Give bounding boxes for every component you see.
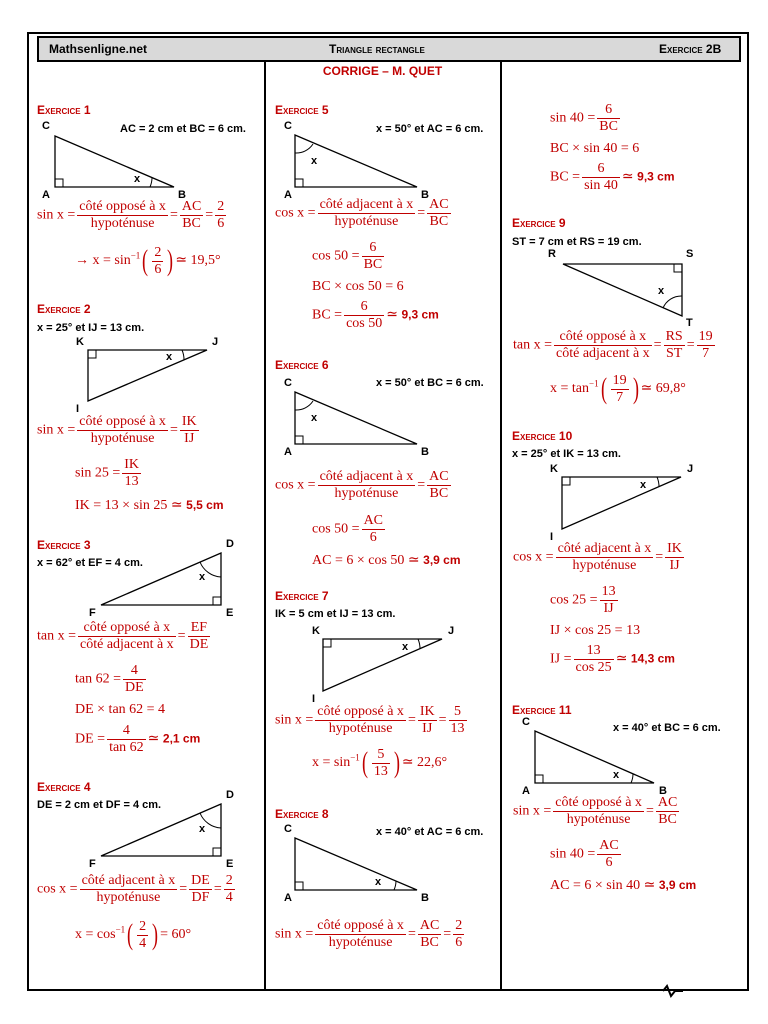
ex1-formula-1: sin x = côté opposé à x hypoténuse = $\frac{AC}{BC}$ = $\frac{2}{6}$: [37, 199, 225, 231]
ex8-formula-2: sin 40 = $\frac{6}{BC}$: [550, 102, 618, 134]
ex7-formula-2: $x = \sin^{-1}$( $\frac{5}{13}$ ) ≃ 22,6°: [312, 746, 448, 779]
vertex-e: E: [226, 858, 234, 870]
ex11-formula-3: AC = 6 × sin 40 ≃ 3,9 cm: [550, 878, 697, 893]
vertex-j: J: [687, 463, 694, 475]
exercise-9-given: ST = 7 cm et RS = 19 cm.: [512, 236, 642, 248]
vertex-f: F: [89, 607, 96, 619]
exercise-7-given: IK = 5 cm et IJ = 13 cm.: [275, 608, 396, 620]
vertex-k: K: [76, 336, 84, 348]
exercise-10-title: Exercice 10: [512, 429, 573, 443]
corrige-title: CORRIGE – M. QUET: [322, 64, 443, 78]
ex7-formula-1: sin x = côté opposé à x hypoténuse = $\frac{IK}{IJ}$ = $\frac{5}{13}$: [275, 704, 465, 736]
vertex-d: D: [226, 789, 234, 801]
exercise-3-given: x = 62° et EF = 4 cm.: [37, 557, 143, 569]
vertex-c: C: [42, 120, 50, 132]
ex5-formula-1: cos x = côté adjacent à x hypoténuse = $\frac{AC}{BC}$: [275, 197, 449, 229]
ex2-formula-3: IK = 13 × sin 25 ≃ 5,5 cm: [75, 498, 224, 513]
vertex-a: A: [42, 189, 50, 201]
exercise-10-given: x = 25° et IK = 13 cm.: [512, 448, 621, 460]
exercise-4-given: DE = 2 cm et DF = 4 cm.: [37, 799, 162, 811]
angle-x: x: [166, 351, 173, 363]
ex8-formula-1: sin x = côté opposé à x hypoténuse = $\frac{AC}{BC}$ = $\frac{2}{6}$: [275, 918, 463, 950]
ex3-formula-1: tan x = côté opposé à x côté adjacent à x = $\frac{EF}{DE}$: [37, 620, 209, 652]
exercise-1-given: AC = 2 cm et BC = 6 cm.: [120, 123, 246, 135]
exercise-code: Exercice 2B: [659, 42, 722, 56]
vertex-a: A: [284, 189, 292, 201]
vertex-k: K: [312, 625, 320, 637]
exercise-1-title: Exercice 1: [37, 103, 91, 117]
angle-x: x: [311, 155, 318, 167]
ex6-formula-3: AC = 6 × cos 50 ≃ 3,9 cm: [312, 553, 461, 568]
sheet-title: Triangle rectangle: [329, 42, 425, 56]
ex5-formula-2: cos 50 = $\frac{6}{BC}$: [312, 240, 383, 272]
vertex-k: K: [550, 463, 558, 475]
exercise-8-given: x = 40° et AC = 6 cm.: [376, 826, 484, 838]
vertex-c: C: [284, 377, 292, 389]
vertex-t: T: [686, 317, 693, 329]
ex1-formula-2: → $x = \sin^{-1}$( $\frac{2}{6}$ ) ≃ 19,5°: [75, 244, 221, 277]
exercise-6-given: x = 50° et BC = 6 cm.: [376, 377, 484, 389]
vertex-f: F: [89, 858, 96, 870]
exercise-2-given: x = 25° et IJ = 13 cm.: [37, 322, 145, 334]
vertex-d: D: [226, 538, 234, 550]
ex4-formula-2: $x = \cos^{-1}$( $\frac{2}{4}$ ) = 60°: [75, 918, 192, 951]
vertex-b: B: [178, 189, 186, 201]
vertex-b: B: [421, 892, 429, 904]
ex10-formula-4: IJ = $\frac{13}{\cos 25}$ ≃ 14,3 cm: [550, 643, 675, 675]
ex10-formula-1: cos x = côté adjacent à x hypoténuse = $\frac{IK}{IJ}$: [513, 541, 682, 573]
vertex-c: C: [284, 823, 292, 835]
exercise-7-title: Exercice 7: [275, 589, 329, 603]
exercise-6-title: Exercice 6: [275, 358, 329, 372]
exercise-3-title: Exercice 3: [37, 538, 91, 552]
exercise-5-title: Exercice 5: [275, 103, 329, 117]
vertex-j: J: [212, 336, 219, 348]
ex6-formula-2: cos 50 = $\frac{AC}{6}$: [312, 513, 384, 545]
angle-x: x: [658, 285, 665, 297]
vertex-b: B: [421, 189, 429, 201]
ex8-formula-4: BC = $\frac{6}{\sin 40}$ ≃ 9,3 cm: [550, 161, 675, 193]
angle-x: x: [311, 412, 318, 424]
angle-x: x: [402, 641, 409, 653]
site-name: Mathsenligne.net: [49, 42, 148, 56]
vertex-a: A: [284, 892, 292, 904]
angle-x: x: [199, 571, 206, 583]
ex9-formula-1: tan x = côté opposé à x côté adjacent à x = $\frac{RS}{ST}$ = $\frac{19}{7}$: [513, 329, 713, 361]
ex10-formula-3: IJ × cos 25 = 13: [550, 623, 641, 638]
vertex-b: B: [421, 446, 429, 458]
exercise-11-title: Exercice 11: [512, 703, 572, 717]
ex10-formula-2: cos 25 = $\frac{13}{IJ}$: [550, 584, 616, 616]
angle-x: x: [199, 823, 206, 835]
vertex-b: B: [659, 785, 667, 797]
vertex-i: I: [76, 403, 80, 415]
vertex-e: E: [226, 607, 234, 619]
angle-x: x: [613, 769, 620, 781]
vertex-c: C: [522, 716, 530, 728]
ex2-formula-2: sin 25 = $\frac{IK}{13}$: [75, 457, 140, 489]
vertex-i: I: [312, 693, 316, 705]
vertex-s: S: [686, 248, 694, 260]
exercise-5-given: x = 50° et AC = 6 cm.: [376, 123, 484, 135]
ex3-formula-4: DE = $\frac{4}{\tan 62}$ ≃ 2,1 cm: [75, 723, 201, 755]
ex4-formula-1: cos x = côté adjacent à x hypoténuse = $\frac{DE}{DF}$ = $\frac{2}{4}$: [37, 873, 233, 905]
exercise-9-title: Exercice 9: [512, 216, 566, 230]
ex5-formula-3: BC × cos 50 = 6: [312, 279, 404, 294]
vertex-j: J: [448, 625, 455, 637]
vertex-c: C: [284, 120, 292, 132]
angle-x: x: [134, 173, 141, 185]
ex5-formula-4: BC = $\frac{6}{\cos 50}$ ≃ 9,3 cm: [312, 299, 439, 331]
angle-x: x: [375, 876, 382, 888]
exercise-2-title: Exercice 2: [37, 302, 91, 316]
exercise-4-title: Exercice 4: [37, 780, 91, 794]
angle-x: x: [640, 479, 647, 491]
ex8-formula-3: BC × sin 40 = 6: [550, 141, 640, 156]
page-corner-mark: [663, 983, 683, 999]
vertex-i: I: [550, 531, 554, 543]
ex11-formula-1: sin x = côté opposé à x hypoténuse = $\frac{AC}{BC}$: [513, 795, 678, 827]
ex6-formula-1: cos x = côté adjacent à x hypoténuse = $\frac{AC}{BC}$: [275, 469, 449, 501]
ex2-formula-1: sin x = côté opposé à x hypoténuse = $\frac{IK}{IJ}$: [37, 414, 197, 446]
ex9-formula-2: $x = \tan^{-1}$( $\frac{19}{7}$ ) ≃ 69,8°: [550, 372, 686, 405]
vertex-a: A: [284, 446, 292, 458]
vertex-a: A: [522, 785, 530, 797]
exercise-8-title: Exercice 8: [275, 807, 329, 821]
vertex-r: R: [548, 248, 556, 260]
ex3-formula-3: DE × tan 62 = 4: [75, 702, 166, 717]
ex11-formula-2: sin 40 = $\frac{AC}{6}$: [550, 838, 619, 870]
ex3-formula-2: tan 62 = $\frac{4}{DE}$: [75, 663, 144, 695]
exercise-11-given: x = 40° et BC = 6 cm.: [613, 722, 721, 734]
